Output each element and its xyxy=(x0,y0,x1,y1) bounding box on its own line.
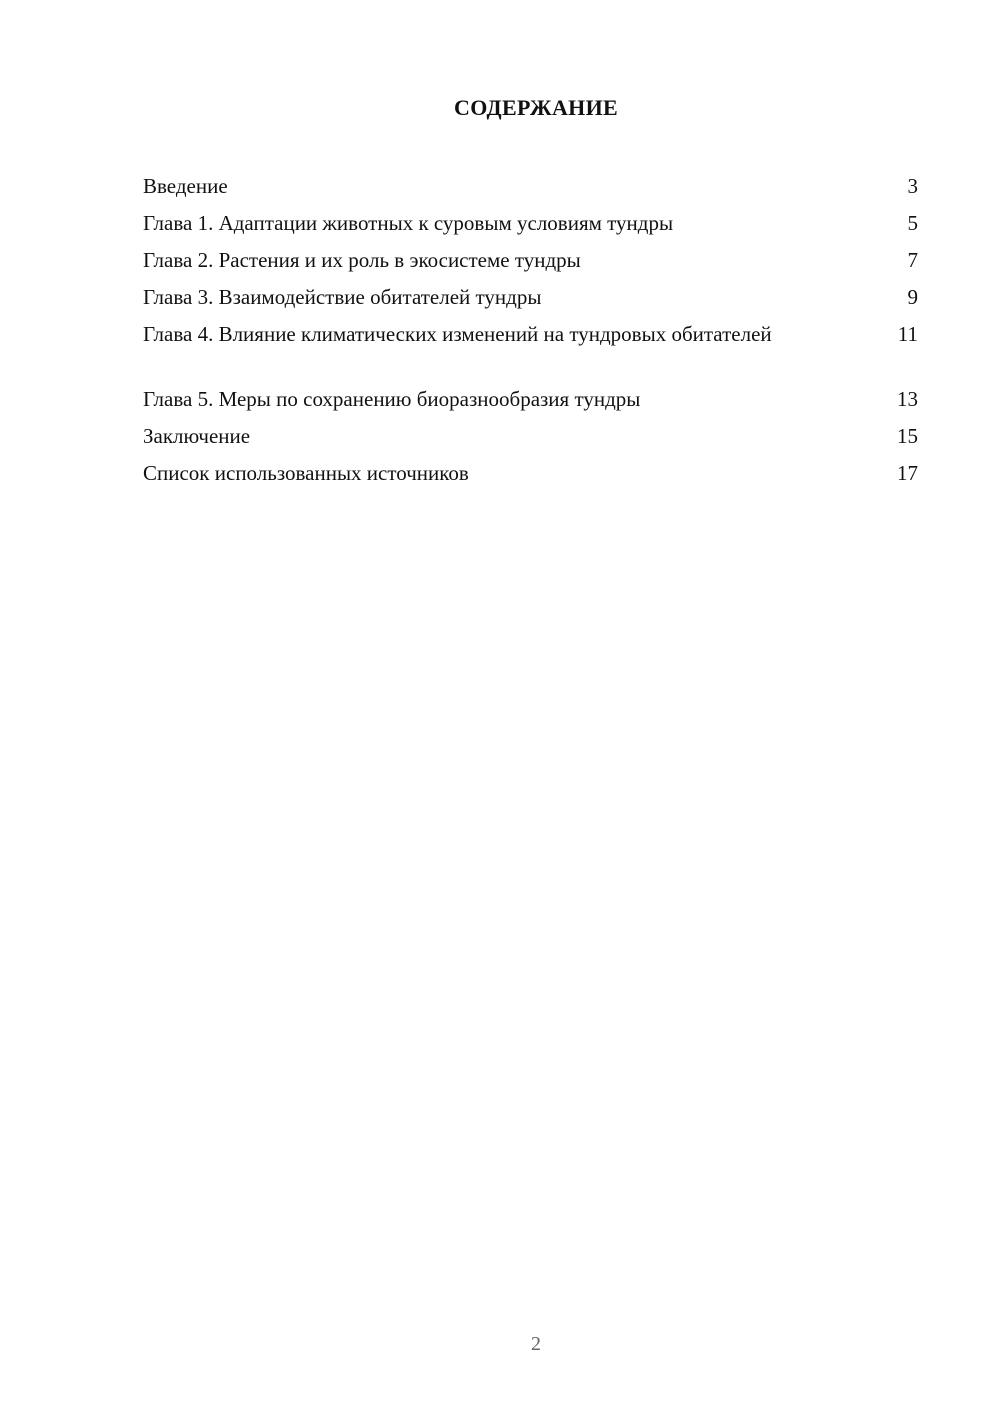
toc-item-page: 7 xyxy=(907,248,918,272)
toc-item-chapter-1 xyxy=(143,210,918,236)
toc-item-chapter-2 xyxy=(143,247,918,273)
toc-item-chapter-5 xyxy=(143,386,918,412)
page-number: 2 xyxy=(531,1333,541,1355)
toc-item-label: Глава 1. Адаптации животных к суровым условиям тундры xyxy=(143,211,674,235)
toc-item-label: Глава 2. Растения и их роль в экосистеме тундры xyxy=(143,248,581,272)
toc-item-chapter-4 xyxy=(143,321,918,347)
toc-item-page: 17 xyxy=(897,461,918,485)
toc-item-page: 9 xyxy=(907,285,918,309)
toc-item-chapter-3 xyxy=(143,284,918,310)
toc-item-label: Глава 4. Влияние климатических изменений на тундровых обитателей xyxy=(143,322,772,346)
toc-item-label: Заключение xyxy=(143,424,251,448)
toc-item-label: Глава 5. Меры по сохранению биоразнообразия тундры xyxy=(143,387,641,411)
toc-item-conclusion xyxy=(143,423,918,449)
toc-item-label: Введение xyxy=(143,174,228,198)
toc-item-page: 11 xyxy=(897,322,918,346)
toc-item-references xyxy=(143,460,918,486)
toc-title-text: СОДЕРЖАНИЕ xyxy=(454,95,618,120)
toc-item-page: 13 xyxy=(897,387,918,411)
toc-item-page: 15 xyxy=(897,424,918,448)
toc-item-label: Список использованных источников xyxy=(143,461,469,485)
toc-item-label: Глава 3. Взаимодействие обитателей тундры xyxy=(143,285,542,309)
toc-item-page: 3 xyxy=(907,174,918,198)
toc-item-introduction xyxy=(143,173,918,199)
toc-title xyxy=(0,95,1000,121)
toc-item-page: 5 xyxy=(907,211,918,235)
